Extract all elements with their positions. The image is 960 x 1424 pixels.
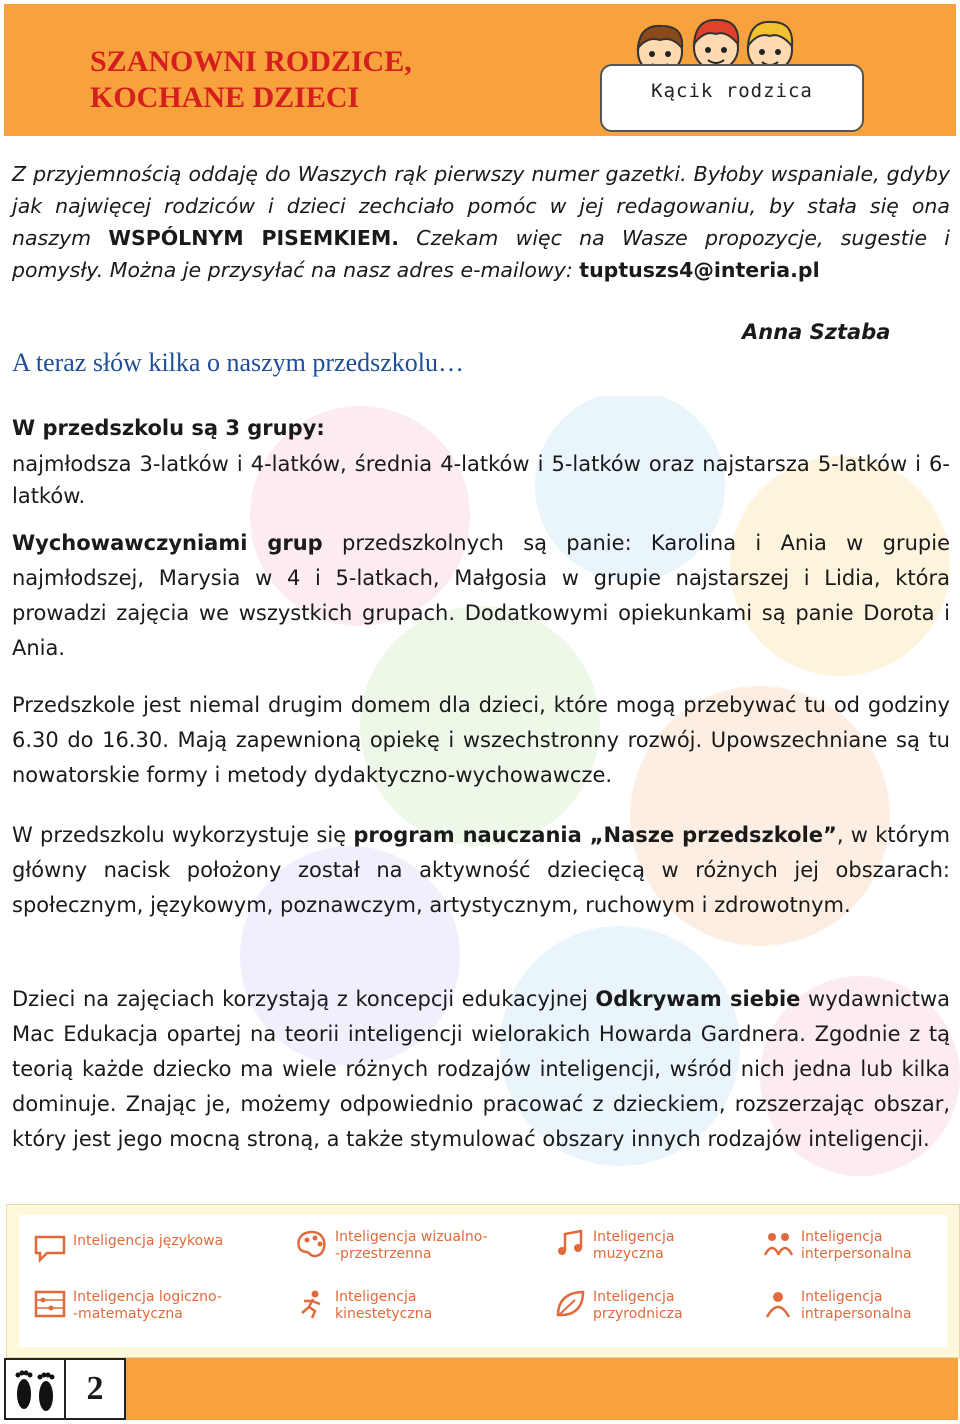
hours-paragraph: Przedszkole jest niemal drugim domem dla dzieci, które mogą przebywać tu od godziny 6.30 do 16.30. Mają zapewnioną opiekę i wszechstronny rozwój. Upowszechniane są tu nowatorskie formy i metody dydaktyczno-wychowawcze. <box>12 693 950 787</box>
page-title <box>90 44 412 116</box>
running-icon <box>295 1289 329 1319</box>
groups-heading: W przedszkolu są 3 grupy: <box>12 416 325 440</box>
palette-icon <box>295 1229 329 1259</box>
speech-icon <box>33 1233 67 1263</box>
footprints-icon <box>6 1360 64 1418</box>
signature: Anna Sztaba <box>742 320 891 344</box>
intro-paragraph <box>12 158 950 286</box>
program-bold: program nauczania „Nasze przedszkole” <box>353 823 837 847</box>
intro-text-1: Z przyjemnością oddaję do Waszych rąk pierwszy numer gazetki. Byłoby wspaniale, gdyby jak najwięcej rodziców i dzieci zechciało pomóc w jej redagowaniu, by stała się ona naszym <box>12 162 950 250</box>
concept-bold: Odkrywam siebie <box>595 987 801 1011</box>
intelligence-item: Inteligencja muzyczna <box>553 1229 674 1263</box>
intelligence-item: Inteligencja językowa <box>33 1233 223 1263</box>
program-paragraph <box>12 818 950 923</box>
intelligence-item: Inteligencja przyrodnicza <box>553 1289 683 1323</box>
page-number: 2 <box>64 1358 126 1420</box>
teachers-bold: Wychowawczyniami grup <box>12 531 323 555</box>
concept-paragraph <box>12 982 950 1157</box>
intelligences-grid <box>19 1215 947 1347</box>
abacus-icon <box>33 1289 67 1319</box>
intelligence-item: Inteligencja kinestetyczna <box>295 1289 432 1323</box>
intelligences-panel <box>6 1204 960 1358</box>
program-text-2: , w którym główny nacisk położony został na aktywność dziecięcą w różnych jej obszarach: społecznym, językowym, poznawczym, artystycznym, ruchowym i zdrowotnym. <box>12 823 951 917</box>
teachers-text: przedszkolnych są panie: Karolina i Ania w grupie najmłodszej, Marysia w 4 i 5-latkach, Małgosia w grupie najstarszej i Lidia, która prowadzi zajęcia we wszystkich grupach. Dodatkowymi opiekunkami są panie Dorota i Ania. <box>12 531 950 660</box>
music-note-icon <box>553 1229 587 1259</box>
intelligence-item: Inteligencja interpersonalna <box>761 1229 912 1263</box>
title-line-1: SZANOWNI RODZICE, <box>90 45 412 78</box>
people-icon <box>761 1229 795 1259</box>
intelligence-item: Inteligencja wizualno- -przestrzenna <box>295 1229 488 1263</box>
intro-bold-text: WSPÓLNYM PISEMKIEM. <box>108 226 400 250</box>
intelligence-item: Inteligencja intrapersonalna <box>761 1289 912 1323</box>
teachers-paragraph <box>12 526 950 666</box>
leaf-icon <box>553 1289 587 1319</box>
groups-text: najmłodsza 3-latków i 4-latków, średnia 4-latków i 5-latków oraz najstarsza 5-latków i 6-latków. <box>12 452 950 508</box>
intelligence-item: Inteligencja logiczno- -matematyczna <box>33 1289 222 1323</box>
badge-label: Kącik rodzica <box>651 80 813 102</box>
intro-text-2: Czekam więc na Wasze propozycje, sugestie i pomysły. Można je przysyłać na nasz adres e-mailowy: <box>12 226 951 282</box>
section-subheading: A teraz słów kilka o naszym przedszkolu… <box>12 348 464 377</box>
program-text-1: W przedszkolu wykorzystuje się <box>12 823 354 847</box>
email-address[interactable]: tuptuszs4@interia.pl <box>579 258 820 282</box>
header-banner <box>4 4 956 136</box>
concept-text-1: Dzieci na zajęciach korzystają z koncepcji edukacyjnej <box>12 987 596 1011</box>
concept-text-2: wydawnictwa Mac Edukacja opartej na teorii inteligencji wielorakich Howarda Gardnera. Zgodnie z tą teorią każde dziecko ma wiele różnych rodzajów inteligencji, wśród nich jedna lub kilka dominuje. Znając je, możemy odpowiednio pracować z dzieckiem, rozszerzając obszar, który jest jego mocną stroną, a także stymulować obszary innych rodzajów inteligencji. <box>12 987 951 1151</box>
footprints-logo <box>4 1358 66 1420</box>
title-line-2: KOCHANE DZIECI <box>90 81 360 114</box>
person-icon <box>761 1289 795 1319</box>
footer-bar <box>126 1358 958 1420</box>
kids-corner-badge <box>600 10 864 130</box>
